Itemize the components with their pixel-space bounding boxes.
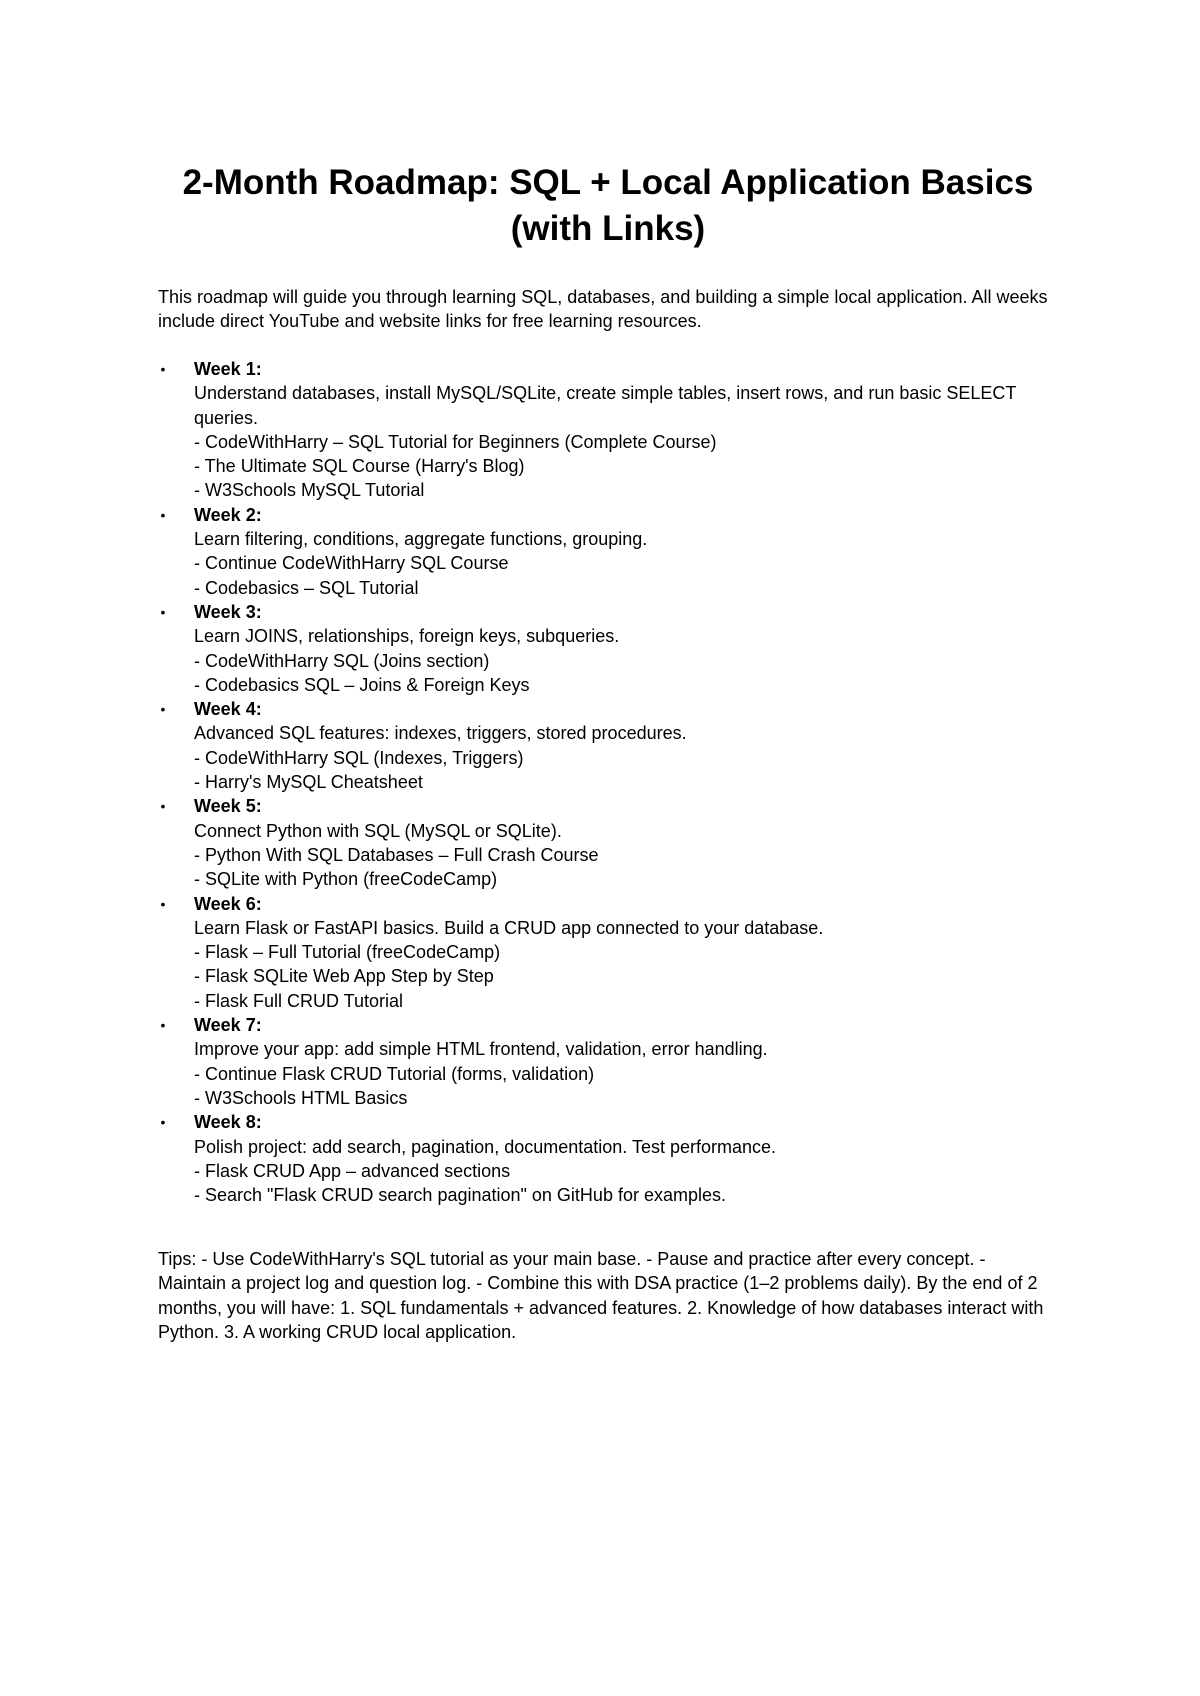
week-item-6 <box>158 892 1058 1013</box>
resource-link[interactable]: - CodeWithHarry SQL (Indexes, Triggers) <box>194 747 524 768</box>
bullet-icon: • <box>160 798 166 815</box>
bullet-icon: • <box>160 1017 166 1034</box>
resource-link[interactable]: - Codebasics – SQL Tutorial <box>194 577 419 598</box>
resource-link[interactable]: - W3Schools HTML Basics <box>194 1087 408 1108</box>
document-page <box>158 160 1058 1342</box>
resource-link[interactable]: - Flask CRUD App – advanced sections <box>194 1160 511 1181</box>
week-description: Learn JOINS, relationships, foreign keys, subqueries. <box>194 626 620 647</box>
bullet-icon: • <box>160 701 166 718</box>
week-title: Week 6: <box>194 893 262 914</box>
page-title-line-1: 2-Month Roadmap: SQL + Local Application Basics <box>182 163 1034 202</box>
page-title-line-2: (with Links) <box>510 209 706 248</box>
resource-link[interactable]: - Continue Flask CRUD Tutorial (forms, validation) <box>194 1063 595 1084</box>
bullet-icon: • <box>160 506 166 523</box>
tips-paragraph: Tips: - Use CodeWithHarry's SQL tutorial as your main base. - Pause and practice after every concept. - Maintain a project log and question log. - Combine this with DSA practice (1–2 problems daily). By the end of 2 months, you will have: 1. SQL fundamentals + advanced features. 2. Knowledge of how databases interact with Python. 3. A working CRUD local application. <box>158 1249 1044 1342</box>
resource-link[interactable]: - Codebasics SQL – Joins & Foreign Keys <box>194 674 530 695</box>
bullet-icon: • <box>160 895 166 912</box>
bullet-icon: • <box>160 1114 166 1131</box>
week-item-7 <box>158 1013 1058 1110</box>
intro-paragraph: This roadmap will guide you through learning SQL, databases, and building a simple local application. All weeks include direct YouTube and website links for free learning resources. <box>158 287 1048 331</box>
resource-link[interactable]: - Continue CodeWithHarry SQL Course <box>194 553 509 574</box>
resource-link[interactable]: - The Ultimate SQL Course (Harry's Blog) <box>194 456 525 477</box>
week-title: Week 7: <box>194 1015 262 1036</box>
resource-link[interactable]: - Flask – Full Tutorial (freeCodeCamp) <box>194 942 501 963</box>
week-description: Understand databases, install MySQL/SQLite, create simple tables, insert rows, and run basic SELECT queries. <box>194 383 1017 428</box>
week-description: Advanced SQL features: indexes, triggers, stored procedures. <box>194 723 687 744</box>
resource-link[interactable]: - CodeWithHarry SQL (Joins section) <box>194 650 490 671</box>
week-description: Connect Python with SQL (MySQL or SQLite). <box>194 820 562 841</box>
page-title <box>158 160 1058 252</box>
week-title: Week 1: <box>194 359 262 379</box>
bullet-icon: • <box>160 603 166 620</box>
week-item-5 <box>158 794 1058 891</box>
week-description: Polish project: add search, pagination, documentation. Test performance. <box>194 1136 777 1157</box>
resource-link[interactable]: - CodeWithHarry – SQL Tutorial for Beginners (Complete Course) <box>194 431 717 452</box>
week-title: Week 4: <box>194 699 262 720</box>
bullet-icon: • <box>160 361 166 377</box>
week-item-2 <box>158 503 1058 600</box>
weeks-list <box>158 357 1058 1207</box>
resource-link[interactable]: - Flask Full CRUD Tutorial <box>194 990 404 1011</box>
week-title: Week 2: <box>194 504 262 525</box>
week-title: Week 5: <box>194 796 262 817</box>
resource-link[interactable]: - Harry's MySQL Cheatsheet <box>194 772 423 793</box>
week-title: Week 3: <box>194 601 262 622</box>
week-description: Improve your app: add simple HTML frontend, validation, error handling. <box>194 1039 768 1060</box>
week-description: Learn filtering, conditions, aggregate functions, grouping. <box>194 529 648 550</box>
resource-link[interactable]: - SQLite with Python (freeCodeCamp) <box>194 869 498 890</box>
resource-link[interactable]: - W3Schools MySQL Tutorial <box>194 480 425 501</box>
resource-link[interactable]: - Search "Flask CRUD search pagination" on GitHub for examples. <box>194 1185 727 1206</box>
resource-link[interactable]: - Flask SQLite Web App Step by Step <box>194 966 494 987</box>
resource-link[interactable]: - Python With SQL Databases – Full Crash Course <box>194 844 599 865</box>
week-title: Week 8: <box>194 1112 262 1133</box>
week-description: Learn Flask or FastAPI basics. Build a CRUD app connected to your database. <box>194 917 824 938</box>
week-item-3 <box>158 600 1058 697</box>
week-item-8 <box>158 1110 1058 1207</box>
week-item-1 <box>158 357 1058 503</box>
week-item-4 <box>158 697 1058 794</box>
